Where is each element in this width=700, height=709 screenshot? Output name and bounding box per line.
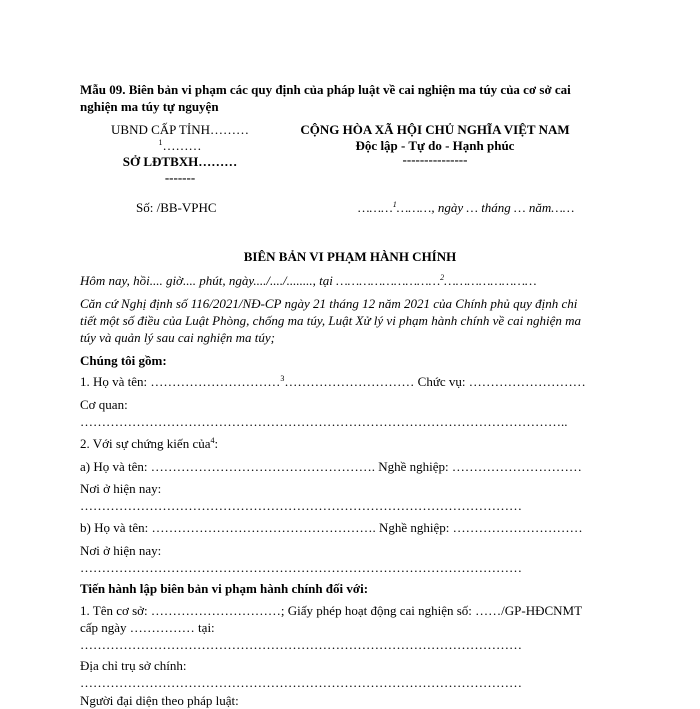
headquarters-dots: ………………………………………………………………………………………… <box>80 675 522 690</box>
facility-line-2: cấp ngày …………… tại: <box>80 620 215 635</box>
witness-b-residence-label: Nơi ở hiện nay: <box>80 543 162 558</box>
basis-line-1: Căn cứ Nghị định số 116/2021/NĐ-CP ngày 21 tháng 12 năm 2021 của Chính phủ quy định chi <box>80 296 578 311</box>
witness-b-line: b) Họ và tên: ……………………………………………. Nghề nghiệp: ………………………… <box>80 520 583 535</box>
national-title: CỘNG HÒA XÃ HỘI CHỦ NGHĨA VIỆT NAM <box>300 122 570 137</box>
section-participants: Chúng tôi gồm: <box>80 353 167 368</box>
facility-dots: ………………………………………………………………………………………… <box>80 637 522 652</box>
basis-line-3: túy và quản lý sau cai nghiện ma túy; <box>80 330 275 345</box>
agency-label: Cơ quan: <box>80 397 128 412</box>
participant-1-line: 1. Họ và tên: …………………………$^3$………………………… Chức vụ: ……………………… <box>80 374 586 389</box>
document-number: Số: /BB-VPHC <box>136 200 217 215</box>
intro-line: Hôm nay, hồi.... giờ.... phút, ngày..../..../........, tại ………………………$^2$…………………… <box>80 273 537 288</box>
header-left-line-1: UBND CẤP TỈNH……… <box>111 122 249 137</box>
header-left-line-2: $^1$……… <box>158 138 202 153</box>
agency-dots: ………………………………………………………………………………………………….. <box>80 414 568 429</box>
basis-line-2: tiết một số điều của Luật Phòng, chống ma túy, Luật Xử lý vi phạm hành chính về cai nghiện ma <box>80 313 582 328</box>
witness-heading: 2. Với sự chứng kiến của$^4$: <box>80 436 219 451</box>
form-title-line-1: Mẫu 09. Biên bản vi phạm các quy định của pháp luật về cai nghiện ma túy của cơ sở cai <box>80 82 571 97</box>
header-left-line-3: SỞ LĐTBXH……… <box>122 154 238 169</box>
national-motto: Độc lập - Tự do - Hạnh phúc <box>355 138 515 153</box>
witness-b-residence-dots: ………………………………………………………………………………………… <box>80 560 522 575</box>
document-title: BIÊN BẢN VI PHẠM HÀNH CHÍNH <box>243 249 457 264</box>
date-line: ………$^1$………, ngày … tháng … năm…… <box>358 200 575 215</box>
witness-a-residence-dots: ………………………………………………………………………………………… <box>80 498 522 513</box>
header-left-line-4: ------- <box>164 170 196 185</box>
representative-label: Người đại diện theo pháp luật: <box>80 693 239 708</box>
headquarters-label: Địa chỉ trụ sở chính: <box>80 658 187 673</box>
witness-a-residence-label: Nơi ở hiện nay: <box>80 481 162 496</box>
section-proceed: Tiến hành lập biên bản vi phạm hành chính đối với: <box>80 581 369 596</box>
footnote-mark: 1 <box>158 138 163 147</box>
witness-a-line: a) Họ và tên: ……………………………………………. Nghề nghiệp: ………………………… <box>80 459 582 474</box>
header-right-divider: --------------- <box>402 152 468 167</box>
facility-line-1: 1. Tên cơ sở: …………………………; Giấy phép hoạt động cai nghiện số: ……/GP-HĐCNMT <box>80 603 583 618</box>
form-title-line-2: nghiện ma túy tự nguyện <box>80 99 219 114</box>
